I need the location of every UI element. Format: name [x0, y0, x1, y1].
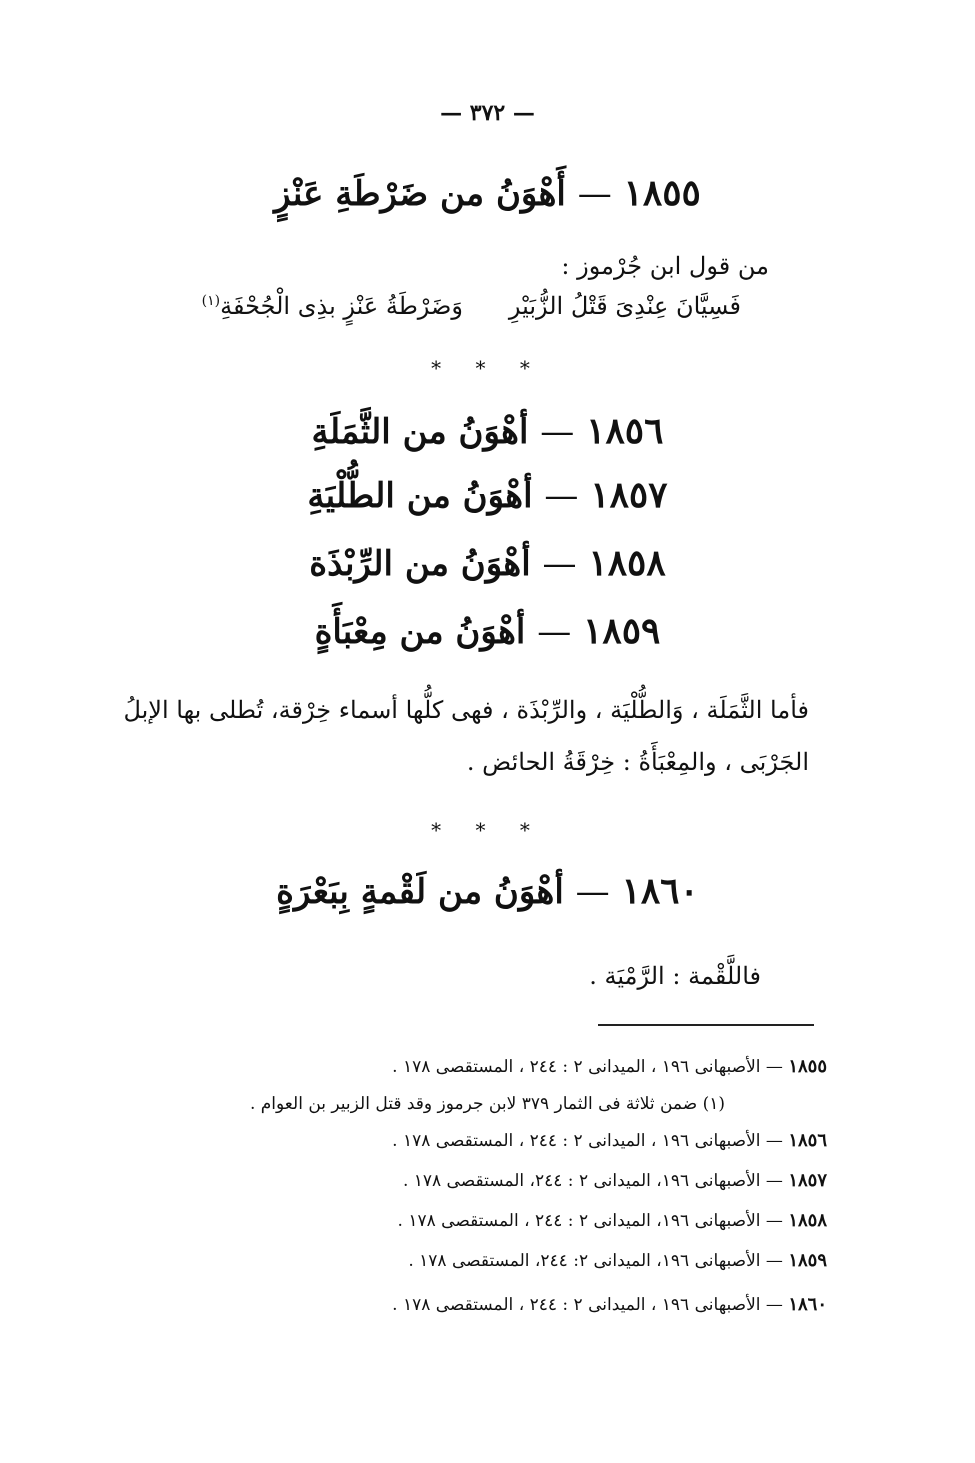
footnote-mark: (١) [201, 293, 221, 309]
footnote-dash: — [765, 1251, 783, 1271]
footnote-text: الأصبهانى ١٩٦ ، الميدانى ٢ : ٢٤٤ ، المستقصى ١٧٨ . [392, 1057, 761, 1077]
page-number: — ٣٧٢ — [440, 100, 535, 126]
footnote-number: ١٨٥٩ [788, 1250, 827, 1271]
proverb-text: أهْوَنُ من الثَّمَلَةِ [311, 412, 529, 452]
proverb-text: أهْوَنُ من الطُّلْيَةِ [307, 476, 533, 516]
footnote-text: الأصبهانى ١٩٦، الميدانى ٢: ٢٤٤، المستقصى ١٧٨ . [408, 1251, 761, 1271]
entry-dash: — [577, 174, 612, 214]
footnote-1856 [392, 1130, 827, 1151]
proverb-text: أَهْوَنُ من ضَرْطَةِ عَنْزٍ [274, 174, 566, 214]
entry-dash: — [544, 476, 579, 516]
footnote-number: ١٨٥٦ [788, 1130, 827, 1151]
section-separator: * * * [431, 356, 544, 380]
footnote-1857 [403, 1170, 827, 1191]
footnote-divider [598, 1024, 814, 1026]
proverb-heading-1859 [0, 610, 975, 652]
section-separator: * * * [431, 818, 544, 842]
entry-number: ١٨٥٨ [588, 542, 666, 584]
entry-dash: — [540, 412, 575, 452]
entry-number: ١٨٥٦ [586, 410, 664, 452]
verse-second-half [202, 292, 463, 320]
verse-second-half-text: وَضَرْطَةُ عَنْزٍ بذِى الْجُحْفَةِ [220, 292, 463, 320]
verse-first-half: فَسِيَّانَ عِنْدِىَ قَتْلُ الزُّبَيْرِ [508, 292, 741, 320]
footnote-dash: — [765, 1131, 783, 1151]
proverb-text: أهْوَنُ من الرِّبْذَة [309, 544, 531, 584]
footnote-text: (١) ضمن ثلاثة فى الثمار ٣٧٩ لابن جرموز وقد قتل الزبير بن العوام . [249, 1094, 725, 1114]
footnote-1858 [398, 1210, 827, 1231]
entry-number: ١٨٥٩ [583, 610, 661, 652]
footnote-number: ١٨٥٧ [788, 1170, 827, 1191]
entry-number: ١٨٥٥ [623, 172, 701, 214]
proverb-heading-1857 [0, 474, 975, 516]
entry-number: ١٨٥٧ [590, 474, 668, 516]
proverb-heading-1860 [0, 870, 975, 912]
footnote-1859 [408, 1250, 827, 1271]
proverb-heading-1856 [0, 410, 975, 452]
footnote-number: ١٨٥٨ [788, 1210, 827, 1231]
entry-dash: — [575, 872, 610, 912]
footnote-1855 [392, 1056, 827, 1077]
proverb-heading-1858 [0, 542, 975, 584]
explanation-line-2: الجَرْبَى ، والمِعْبَأَةُ : خِرْقَةُ الحائض . [466, 748, 809, 776]
entry-1855-intro: من قول ابن جُرْموز : [561, 252, 769, 280]
footnote-dash: — [765, 1295, 783, 1315]
entry-1860-note: فاللَّقْمة : الرَّمْيَة . [589, 962, 761, 990]
footnote-text: الأصبهانى ١٩٦، الميدانى ٢ : ٢٤٤، المستقصى ١٧٨ . [402, 1171, 761, 1191]
proverb-text: أهْوَنُ من مِعْبَأَةٍ [314, 612, 526, 652]
footnote-dash: — [765, 1211, 783, 1231]
proverb-heading-1855 [0, 172, 975, 214]
footnote-1 [250, 1094, 725, 1114]
footnote-text: الأصبهانى ١٩٦ ، الميدانى ٢ : ٢٤٤ ، المستقصى ١٧٨ . [392, 1295, 761, 1315]
footnote-dash: — [765, 1057, 783, 1077]
explanation-line-1: فأما الثَّمَلَة ، وَالطُّلْيَة ، والرِّبْذَة ، فهى كلُّها أسماء خِرْقة، تُطلى بها الإبلُ [123, 696, 809, 724]
footnote-1860 [392, 1294, 827, 1315]
proverb-text: أهْوَنُ من لَقْمةٍ بِبَعْرَةٍ [276, 872, 564, 912]
footnote-number: ١٨٦٠ [788, 1294, 827, 1315]
entry-dash: — [542, 544, 577, 584]
footnote-text: الأصبهانى ١٩٦ ، الميدانى ٢ : ٢٤٤ ، المستقصى ١٧٨ . [392, 1131, 761, 1151]
footnote-dash: — [765, 1171, 783, 1191]
entry-dash: — [537, 612, 572, 652]
entry-number: ١٨٦٠ [621, 870, 699, 912]
footnote-text: الأصبهانى ١٩٦، الميدانى ٢ : ٢٤٤ ، المستقصى ١٧٨ . [397, 1211, 761, 1231]
footnote-number: ١٨٥٥ [788, 1056, 827, 1077]
